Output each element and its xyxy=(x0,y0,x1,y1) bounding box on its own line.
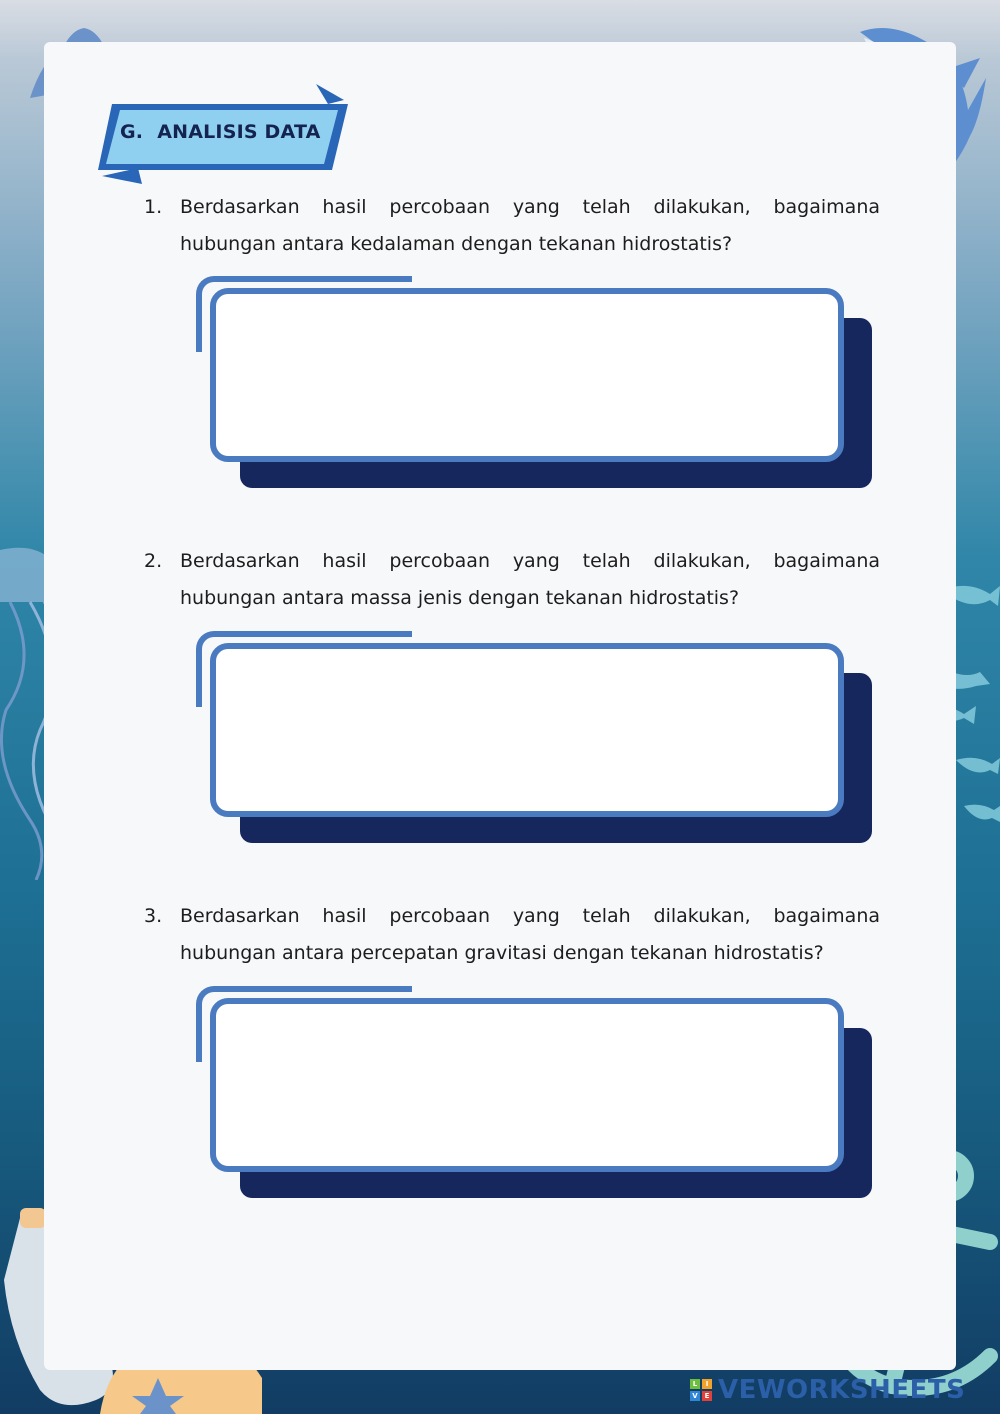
answer-box-2 xyxy=(194,631,874,847)
question-number: 1. xyxy=(144,196,163,218)
question-text: Berdasarkan hasil percobaan yang telah dilakukan, bagaimana hubungan antara percepatan gravitasi dengan tekanan hidrostatis? xyxy=(180,905,880,964)
question-1 xyxy=(144,189,880,263)
section-letter: G. xyxy=(120,121,144,143)
section-title-text: ANALISIS DATA xyxy=(157,121,321,143)
liveworksheets-logo-icon xyxy=(690,1379,712,1401)
logo-letter-l: L xyxy=(690,1379,700,1389)
answer-box-1 xyxy=(194,276,874,492)
answer-input-1[interactable] xyxy=(210,288,844,462)
answer-input-3[interactable] xyxy=(210,998,844,1172)
question-number: 2. xyxy=(144,550,163,572)
logo-letter-e: E xyxy=(702,1391,712,1401)
question-text: Berdasarkan hasil percobaan yang telah dilakukan, bagaimana hubungan antara massa jenis dengan tekanan hidrostatis? xyxy=(180,550,880,609)
question-2 xyxy=(144,543,880,617)
logo-letter-v: V xyxy=(690,1391,700,1401)
section-title xyxy=(120,121,335,143)
question-number: 3. xyxy=(144,905,163,927)
question-3 xyxy=(144,898,880,972)
logo-letter-i: I xyxy=(702,1379,712,1389)
answer-box-3 xyxy=(194,986,874,1202)
question-text: Berdasarkan hasil percobaan yang telah dilakukan, bagaimana hubungan antara kedalaman dengan tekanan hidrostatis? xyxy=(180,196,880,255)
liveworksheets-wordmark: VEWORKSHEETS xyxy=(718,1375,966,1405)
liveworksheets-logo[interactable] xyxy=(690,1372,965,1408)
answer-input-2[interactable] xyxy=(210,643,844,817)
